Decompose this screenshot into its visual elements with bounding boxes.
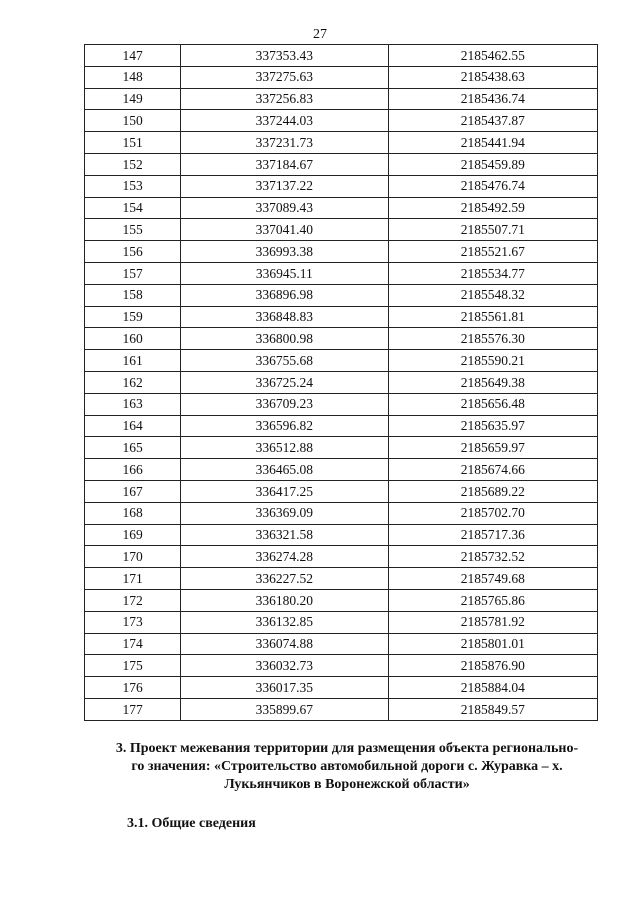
y-coordinate-cell: 2185717.36 [388,524,597,546]
point-number-cell: 154 [85,197,181,219]
y-coordinate-cell: 2185765.86 [388,589,597,611]
x-coordinate-cell: 336227.52 [181,568,388,590]
x-coordinate-cell: 336032.73 [181,655,388,677]
x-coordinate-cell: 337244.03 [181,110,388,132]
y-coordinate-cell: 2185884.04 [388,677,597,699]
y-coordinate-cell: 2185521.67 [388,241,597,263]
point-number-cell: 162 [85,371,181,393]
table-row [85,502,598,524]
y-coordinate-cell: 2185876.90 [388,655,597,677]
x-coordinate-cell: 336896.98 [181,284,388,306]
x-coordinate-cell: 337231.73 [181,132,388,154]
point-number-cell: 170 [85,546,181,568]
point-number-cell: 158 [85,284,181,306]
table-row [85,589,598,611]
point-number-cell: 165 [85,437,181,459]
table-row [85,262,598,284]
point-number-cell: 160 [85,328,181,350]
table-row [85,45,598,67]
table-row [85,546,598,568]
section-heading [102,740,592,794]
y-coordinate-cell: 2185635.97 [388,415,597,437]
point-number-cell: 167 [85,480,181,502]
table-row [85,328,598,350]
table-row [85,241,598,263]
point-number-cell: 168 [85,502,181,524]
x-coordinate-cell: 336132.85 [181,611,388,633]
x-coordinate-cell: 337353.43 [181,45,388,67]
x-coordinate-cell: 337041.40 [181,219,388,241]
x-coordinate-cell: 336321.58 [181,524,388,546]
table-row [85,284,598,306]
table-row [85,655,598,677]
y-coordinate-cell: 2185476.74 [388,175,597,197]
y-coordinate-cell: 2185849.57 [388,698,597,720]
x-coordinate-cell: 336512.88 [181,437,388,459]
table-row [85,677,598,699]
table-row [85,371,598,393]
table-row [85,633,598,655]
y-coordinate-cell: 2185561.81 [388,306,597,328]
x-coordinate-cell: 336945.11 [181,262,388,284]
y-coordinate-cell: 2185492.59 [388,197,597,219]
y-coordinate-cell: 2185649.38 [388,371,597,393]
y-coordinate-cell: 2185702.70 [388,502,597,524]
point-number-cell: 159 [85,306,181,328]
section-heading-line: Лукьянчиков в Воронежской области» [224,777,470,792]
table-row [85,437,598,459]
point-number-cell: 175 [85,655,181,677]
table-row [85,66,598,88]
coordinates-table [84,44,598,721]
table-row [85,480,598,502]
y-coordinate-cell: 2185656.48 [388,393,597,415]
x-coordinate-cell: 336596.82 [181,415,388,437]
table-row [85,153,598,175]
y-coordinate-cell: 2185801.01 [388,633,597,655]
point-number-cell: 150 [85,110,181,132]
x-coordinate-cell: 337089.43 [181,197,388,219]
x-coordinate-cell: 336074.88 [181,633,388,655]
point-number-cell: 153 [85,175,181,197]
page-number: 27 [313,27,327,42]
table-row [85,175,598,197]
point-number-cell: 173 [85,611,181,633]
point-number-cell: 172 [85,589,181,611]
y-coordinate-cell: 2185507.71 [388,219,597,241]
x-coordinate-cell: 336725.24 [181,371,388,393]
x-coordinate-cell: 336993.38 [181,241,388,263]
y-coordinate-cell: 2185659.97 [388,437,597,459]
table-row [85,197,598,219]
table-row [85,698,598,720]
x-coordinate-cell: 336800.98 [181,328,388,350]
y-coordinate-cell: 2185441.94 [388,132,597,154]
y-coordinate-cell: 2185732.52 [388,546,597,568]
x-coordinate-cell: 336274.28 [181,546,388,568]
table-row [85,611,598,633]
y-coordinate-cell: 2185590.21 [388,350,597,372]
y-coordinate-cell: 2185534.77 [388,262,597,284]
x-coordinate-cell: 337256.83 [181,88,388,110]
point-number-cell: 161 [85,350,181,372]
table-row [85,393,598,415]
subsection-heading: 3.1. Общие сведения [127,816,256,831]
table-row [85,524,598,546]
y-coordinate-cell: 2185576.30 [388,328,597,350]
table-row [85,132,598,154]
y-coordinate-cell: 2185781.92 [388,611,597,633]
y-coordinate-cell: 2185674.66 [388,459,597,481]
point-number-cell: 174 [85,633,181,655]
point-number-cell: 147 [85,45,181,67]
y-coordinate-cell: 2185548.32 [388,284,597,306]
x-coordinate-cell: 335899.67 [181,698,388,720]
y-coordinate-cell: 2185436.74 [388,88,597,110]
point-number-cell: 157 [85,262,181,284]
section-heading-line: 3. Проект межевания территории для размещения объекта регионально- [115,741,579,756]
x-coordinate-cell: 336465.08 [181,459,388,481]
y-coordinate-cell: 2185459.89 [388,153,597,175]
coordinates-table-body [85,45,598,721]
point-number-cell: 156 [85,241,181,263]
point-number-cell: 152 [85,153,181,175]
table-row [85,110,598,132]
x-coordinate-cell: 336755.68 [181,350,388,372]
point-number-cell: 169 [85,524,181,546]
point-number-cell: 164 [85,415,181,437]
table-row [85,306,598,328]
point-number-cell: 148 [85,66,181,88]
point-number-cell: 149 [85,88,181,110]
y-coordinate-cell: 2185749.68 [388,568,597,590]
point-number-cell: 166 [85,459,181,481]
x-coordinate-cell: 337184.67 [181,153,388,175]
table-row [85,219,598,241]
x-coordinate-cell: 337275.63 [181,66,388,88]
y-coordinate-cell: 2185438.63 [388,66,597,88]
section-heading-line: го значения: «Строительство автомобильной дороги с. Журавка – х. [131,759,563,774]
table-row [85,415,598,437]
point-number-cell: 176 [85,677,181,699]
point-number-cell: 163 [85,393,181,415]
y-coordinate-cell: 2185462.55 [388,45,597,67]
point-number-cell: 155 [85,219,181,241]
x-coordinate-cell: 336417.25 [181,480,388,502]
point-number-cell: 151 [85,132,181,154]
table-row [85,350,598,372]
point-number-cell: 171 [85,568,181,590]
x-coordinate-cell: 336369.09 [181,502,388,524]
x-coordinate-cell: 336017.35 [181,677,388,699]
point-number-cell: 177 [85,698,181,720]
table-row [85,568,598,590]
x-coordinate-cell: 336709.23 [181,393,388,415]
table-row [85,459,598,481]
y-coordinate-cell: 2185437.87 [388,110,597,132]
x-coordinate-cell: 336180.20 [181,589,388,611]
table-row [85,88,598,110]
x-coordinate-cell: 336848.83 [181,306,388,328]
x-coordinate-cell: 337137.22 [181,175,388,197]
y-coordinate-cell: 2185689.22 [388,480,597,502]
